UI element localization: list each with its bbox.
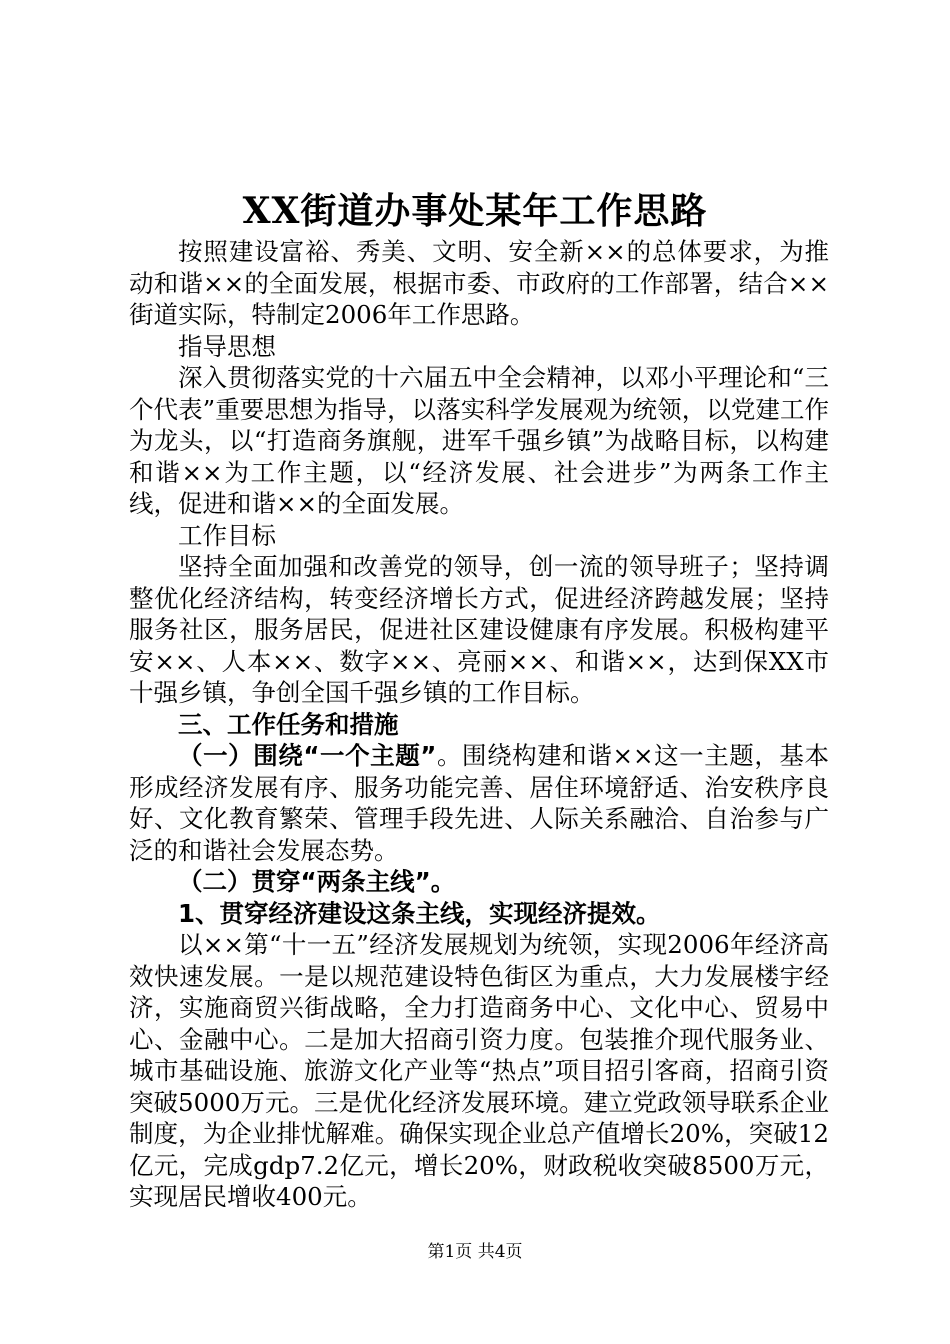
one-theme-paragraph: [129, 740, 829, 866]
guiding-ideology-paragraph: 深入贯彻落实党的十六届五中全会精神，以邓小平理论和“三个代表”重要思想为指导，以落实科学发展观为统领，以党建工作为龙头，以“打造商务旗舰，进军千强乡镇”为战略目标，以构建和谐××为工作主题，以“经济发展、社会进步”为两条工作主线，促进和谐××的全面发展。: [129, 363, 829, 518]
document-title: XX街道办事处某年工作思路: [242, 190, 708, 232]
work-goals-paragraph: 坚持全面加强和改善党的领导，创一流的领导班子；坚持调整优化经济结构，转变经济增长方式，促进经济跨越发展；坚持服务社区，服务居民，促进社区建设健康有序发展。积极构建平安××、人本××、数字××、亮丽××、和谐××，达到保XX市十强乡镇，争创全国千强乡镇的工作目标。: [129, 552, 829, 707]
economic-mainline-paragraph: 以××第“十一五”经济发展规划为统领，实现2006年经济高效快速发展。一是以规范建设特色街区为重点，大力发展楼宇经济，实施商贸兴街战略，全力打造商务中心、文化中心、贸易中心、金融中心。二是加大招商引资力度。包装推介现代服务业、城市基础设施、旅游文化产业等“热点”项目招引客商，招商引资突破5000万元。三是优化经济发展环境。建立党政领导联系企业制度，为企业排忧解难。确保实现企业总产值增长20%，突破12亿元，完成gdp7.2亿元，增长20%，财政税收突破8500万元，实现居民增收400元。: [129, 930, 829, 1211]
section-heading-tasks-measures: 三、工作任务和措施: [178, 709, 399, 739]
section-heading-guiding-ideology: 指导思想: [178, 331, 276, 361]
one-theme-text: 。围绕构建和谐××这一主题，基本形成经济发展有序、服务功能完善、居住环境舒适、治安秩序良好、文化教育繁荣、管理手段先进、人际关系融洽、自治参与广泛的和谐社会发展态势。: [129, 741, 829, 865]
one-theme-lead: （一）围绕“一个主题”: [178, 741, 437, 770]
page-footer: 第1页 共4页: [427, 1242, 523, 1262]
document-body: [129, 236, 829, 1213]
section-heading-work-goals: 工作目标: [178, 520, 276, 550]
economic-mainline-heading: 1、贯穿经济建设这条主线，实现经济提效。: [178, 898, 661, 928]
intro-paragraph: 按照建设富裕、秀美、文明、安全新××的总体要求，为推动和谐××的全面发展，根据市委、市政府的工作部署，结合××街道实际，特制定2006年工作思路。: [129, 237, 829, 329]
two-mainlines-heading: （二）贯穿“两条主线”。: [178, 867, 456, 896]
